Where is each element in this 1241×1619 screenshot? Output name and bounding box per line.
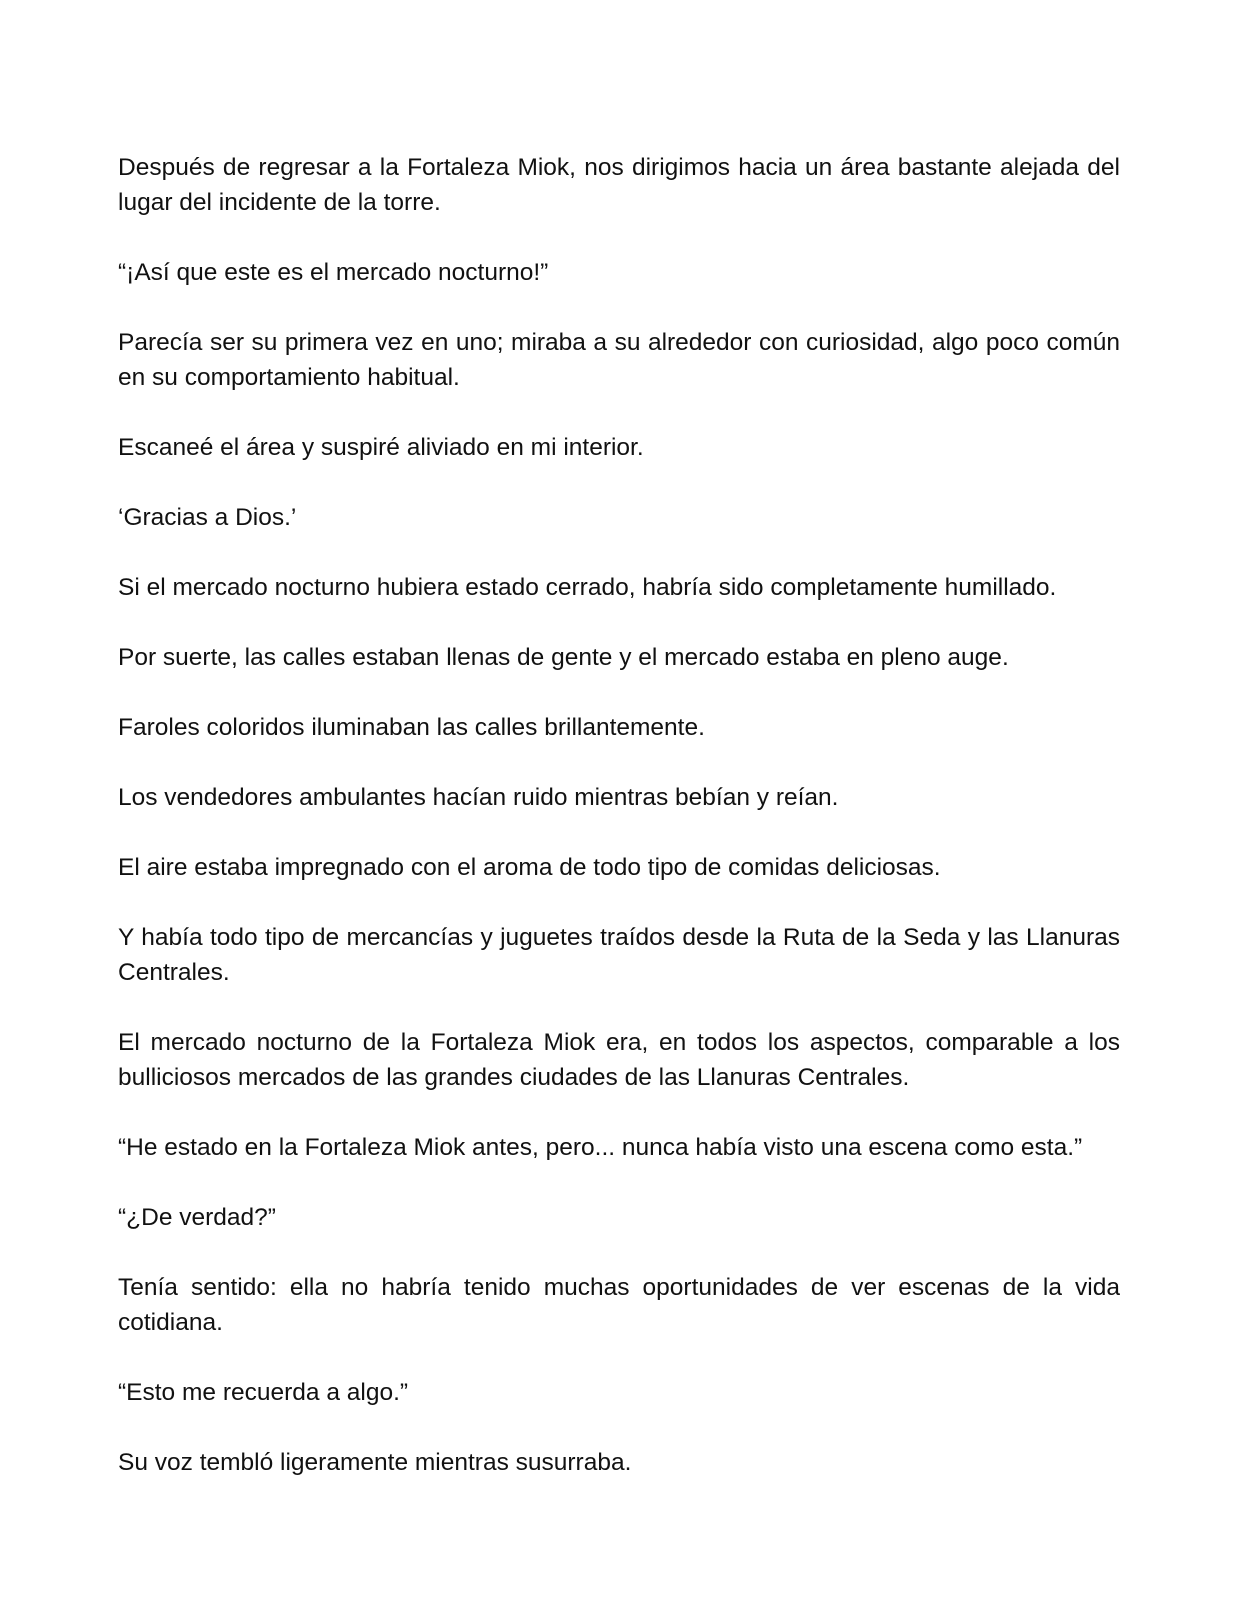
paragraph: Después de regresar a la Fortaleza Miok, nos dirigimos hacia un área bastante alejada del lugar del incidente de la torre. <box>118 154 1120 216</box>
paragraph: ‘Gracias a Dios.’ <box>118 504 297 531</box>
paragraph: Faroles coloridos iluminaban las calles brillantemente. <box>118 714 705 741</box>
paragraph: “Esto me recuerda a algo.” <box>118 1379 409 1406</box>
paragraph: “He estado en la Fortaleza Miok antes, pero... nunca había visto una escena como esta.” <box>118 1134 1083 1161</box>
paragraph: “¡Así que este es el mercado nocturno!” <box>118 259 549 286</box>
paragraph: Si el mercado nocturno hubiera estado cerrado, habría sido completamente humillado. <box>118 574 1057 601</box>
paragraph: Y había todo tipo de mercancías y juguetes traídos desde la Ruta de la Seda y las Llanuras Centrales. <box>118 924 1120 986</box>
paragraph: Su voz tembló ligeramente mientras susurraba. <box>118 1449 632 1476</box>
document-body <box>118 150 1120 1480</box>
paragraph: “¿De verdad?” <box>118 1204 276 1231</box>
paragraph: El mercado nocturno de la Fortaleza Miok era, en todos los aspectos, comparable a los bulliciosos mercados de las grandes ciudades de las Llanuras Centrales. <box>118 1029 1120 1091</box>
paragraph: Por suerte, las calles estaban llenas de gente y el mercado estaba en pleno auge. <box>118 644 1009 671</box>
paragraph: Tenía sentido: ella no habría tenido muchas oportunidades de ver escenas de la vida cotidiana. <box>118 1274 1120 1336</box>
paragraph: Los vendedores ambulantes hacían ruido mientras bebían y reían. <box>118 784 839 811</box>
paragraph: Parecía ser su primera vez en uno; miraba a su alrededor con curiosidad, algo poco común en su comportamiento habitual. <box>118 329 1120 391</box>
paragraph: El aire estaba impregnado con el aroma de todo tipo de comidas deliciosas. <box>118 854 941 881</box>
paragraph: Escaneé el área y suspiré aliviado en mi interior. <box>118 434 644 461</box>
